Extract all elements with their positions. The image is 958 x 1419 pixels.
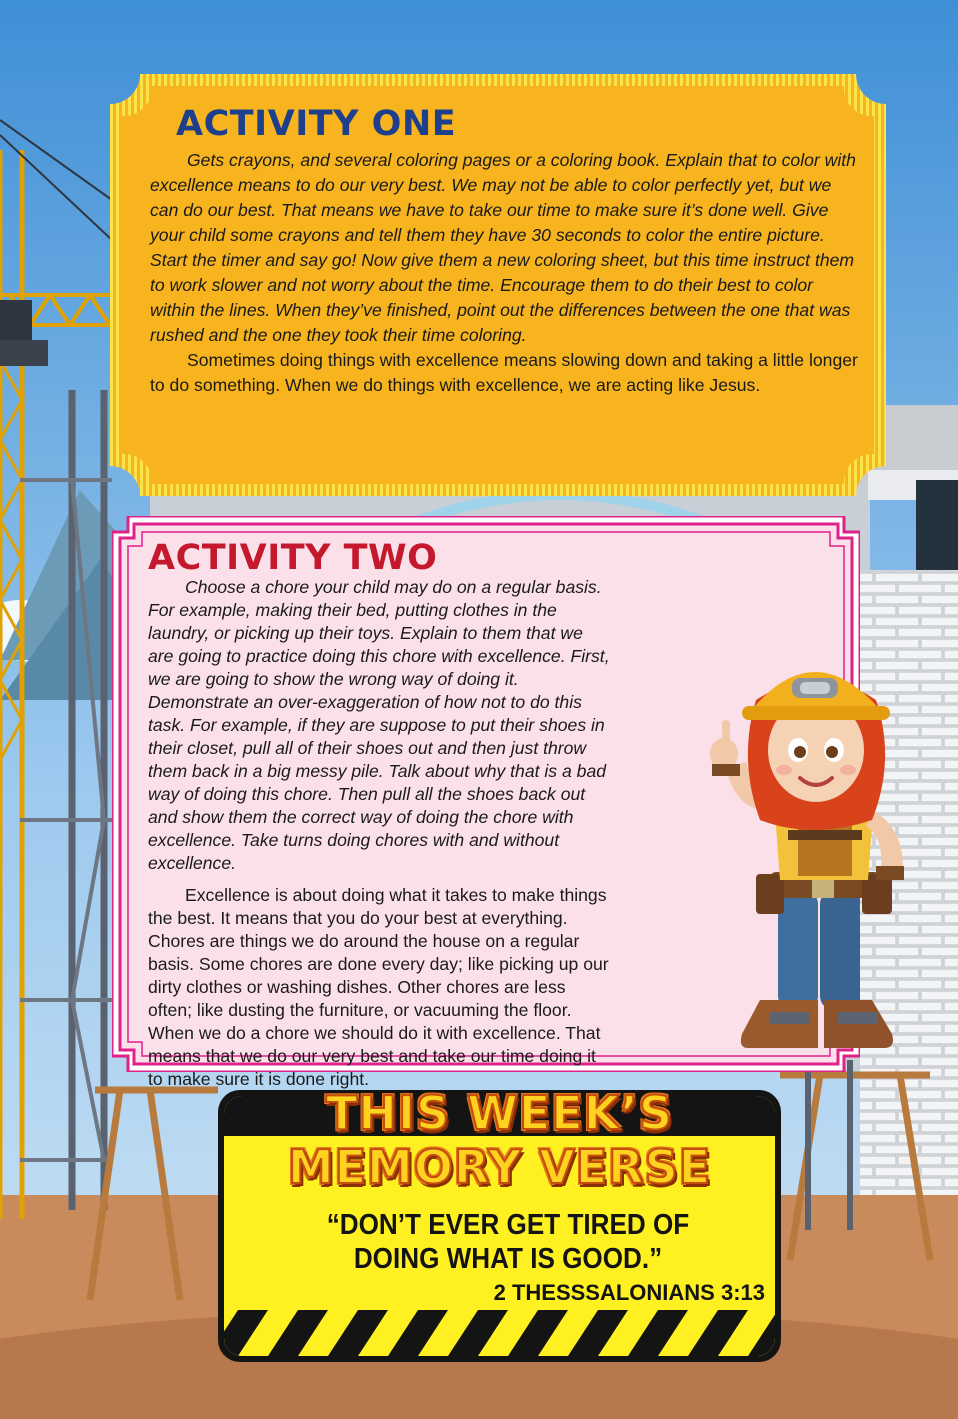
construction-worker-girl <box>700 650 920 1080</box>
activity-two-title: ACTIVITY TWO <box>148 538 438 578</box>
activity-one-instructions: Gets crayons, and several coloring pages or a coloring book. Explain that to color with excellence means to do our very best. We may not be able to color perfectly yet, but we can do our best. That means we have to take our time to make sure it’s done well. Give your child some crayons and tell them they have 30 seconds to color the entire picture. Start the timer and say go! Now give them a new coloring sheet, but this time instruct them to work slower and not worry about the time. Encourage them to do their best to color within the lines. When they’ve finished, point out the differences between the one that was rushed and the one they took their time coloring. <box>150 150 856 345</box>
activity-one-takeaway: Sometimes doing things with excellence means slowing down and taking a little longer to do something. When we do things with excellence, we are acting like Jesus. <box>150 350 858 395</box>
activity-one-title: ACTIVITY ONE <box>176 104 457 144</box>
memory-verse-quote: “DON’T EVER GET TIRED OF DOING WHAT IS GOOD.” <box>326 1209 690 1275</box>
activity-one-panel <box>110 74 886 496</box>
memory-verse-heading-line2: MEMORY VERSE <box>287 1140 712 1194</box>
memory-verse-reference: 2 THESSSALONIANS 3:13 <box>493 1280 765 1305</box>
memory-verse-heading-line1: THIS WEEK’S <box>326 1086 673 1140</box>
activity-two-explanation: Excellence is about doing what it takes to make things the best. It means that you do your best at everything. Chores are things we do around the house on a regular basis. Some chores are done every day; like picking up our dirty clothes or washing dishes. Other chores are less often; like dusting the furniture, or vacuuming the floor. When we do a chore we should do it with excellence. That means that we do our very best and take our time doing it to make sure it is done right. <box>148 885 609 1089</box>
activity-one-body <box>150 148 862 398</box>
activity-two-instructions: Choose a chore your child may do on a regular basis. For example, making their bed, putting clothes in the laundry, or picking up their toys. Explain to them that we are going to practice doing this chore with excellence. First, we are going to show the wrong way of doing it. Demonstrate an over-exaggeration of how not to do this task. For example, if they are suppose to put their shoes in their closet, pull all of their shoes out and then just throw them back in a big messy pile. Talk about why that is a bad way of doing this chore. Then pull all the shoes back out and show them the correct way of doing the chore with excellence. Take turns doing chores with and without excellence. <box>148 577 610 873</box>
hazard-stripes-icon <box>218 1310 781 1356</box>
memory-verse-panel <box>218 1086 781 1362</box>
